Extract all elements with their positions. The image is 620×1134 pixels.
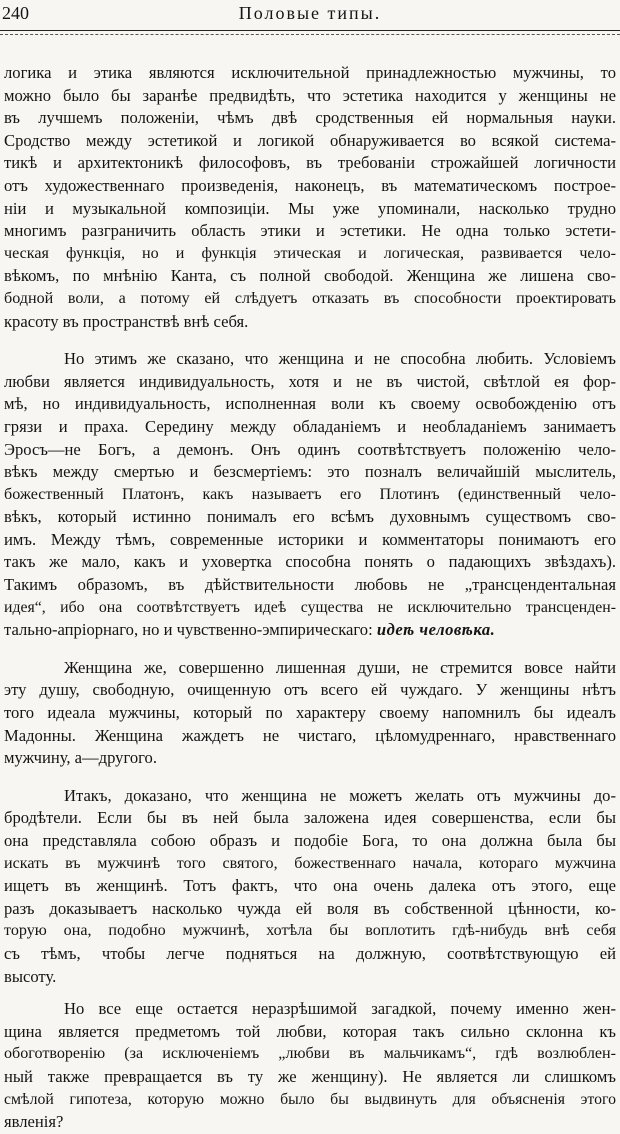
text-line: мужчину, а—другого. [4, 748, 157, 768]
text-line: ніи и музыкальной композиціи. Мы уже упоминали, насколько трудно [4, 198, 616, 218]
text-line: съ тѣмъ, чтобы легче подняться на должную, соотвѣтствующую ей [4, 943, 616, 963]
text-line: многимъ разграничить область этики и эстетики. Не одна только эстети- [4, 221, 616, 241]
text-line: отъ художественнаго произведенія, наконецъ, въ математическомъ построе- [4, 175, 616, 195]
text-line: вѣкъ между смертью и безсмертіемъ: это позналъ величайшій мыслитель, [4, 462, 616, 482]
text-line: Эросъ—не Богъ, а демонъ. Онъ одинъ соотвѣтствуетъ положенію чело- [4, 439, 616, 459]
text-line: того идеала мужчины, который по характеру своему напомнилъ бы идеалъ [4, 703, 616, 723]
text-line: вѣкомъ, по мнѣнію Канта, съ полной свободой. Женщина же лишена сво- [4, 266, 616, 286]
paragraph-3 [4, 657, 616, 770]
header-rule-dashed [0, 34, 620, 35]
text-line: Итакъ, доказано, что женщина не можетъ желать отъ мужчины до- [64, 785, 616, 805]
text-line: она представляла собою образъ и подобіе Бога, то она должна была бы [4, 831, 616, 850]
text-line: ный также превращается въ ту же женщину). Не является ли слишкомъ [4, 1066, 616, 1086]
text-line: вѣкъ, который истинно понималъ его всѣмъ духовнымъ существомъ сво- [4, 507, 616, 527]
text-line: явленія? [4, 1112, 64, 1132]
text-line [4, 619, 616, 642]
text-line: такъ же мало, какъ и уховертка способна понять о падающихъ звѣздахъ). [4, 552, 616, 572]
running-title: Половые типы. [238, 3, 382, 23]
text-line: Сродство между эстетикой и логикой обнаруживается во всякой система- [4, 130, 616, 150]
text-line: ищетъ въ женщинѣ. Тотъ фактъ, что она очень далека отъ этого, еще [4, 876, 616, 896]
text-line: красоту въ пространствѣ внѣ себя. [4, 311, 249, 331]
page-header [0, 2, 620, 26]
emphasized-phrase: идеѣ человѣка. [376, 620, 496, 640]
text-line: любви является индивидуальность, хотя и не въ чистой, свѣтлой ея фор- [4, 371, 616, 391]
text-line: мѣ, но индивидуальность, исполненная воли къ своему освобожденію отъ [4, 394, 616, 414]
text-line: смѣлой гипотеза, которую можно было бы выдвинуть для объясненія этого [4, 1090, 616, 1108]
text-line: логика и этика являются исключительной принадлежностью мужчины, то [4, 63, 616, 82]
text-line: въ лучшемъ положеніи, чѣмъ двѣ сродственныя ей нормальныя науки. [4, 108, 616, 128]
text-line: грязи и праха. Середину между обладаніемъ и необладаніемъ занимаетъ [4, 416, 616, 436]
text-line: бродѣтели. Если бы въ ней была заложена идея совершенства, если бы [4, 808, 616, 828]
text-line: Но все еще остается неразрѣшимой загадкой, почему именно жен- [64, 999, 616, 1019]
text-line: разъ доказываетъ насколько чужда ей воля въ собственной цѣнности, ко- [4, 898, 616, 918]
text-line: бодной воли, а потому ей слѣдуетъ отказать въ способности проектировать [4, 289, 616, 307]
text-line: высоту. [4, 966, 57, 986]
text-line: тикѣ и архитектоникѣ философовъ, въ требованіи строжайшей логичности [4, 153, 616, 173]
text-line: торую она, подобно мужчинѣ, хотѣла бы воплотить гдѣ-нибудь внѣ себя [4, 922, 616, 940]
paragraph-1 [4, 62, 616, 333]
text-line: щина является предметомъ той любви, которая такъ сильно склонна къ [4, 1021, 616, 1041]
paragraph-2 [4, 348, 616, 642]
text-line-plain: тально-апріорнаго, но и чувственно-эмпирическаго: [4, 620, 373, 640]
text-line: ческая функція, но и функція этическая и логическая, развивается чело- [4, 244, 616, 262]
text-line: Женщина же, совершенно лишенная души, не стремится вовсе найти [64, 657, 616, 677]
paragraph-5 [4, 998, 616, 1134]
text-line: Такимъ образомъ, въ дѣйствительности любовь не „трансцендентальная [4, 575, 616, 595]
text-line: Но этимъ же сказано, что женщина и не способна любить. Условіемъ [64, 349, 616, 369]
text-line: Мадонны. Женщина жаждетъ не чистаго, цѣломудреннаго, нравственнаго [4, 725, 616, 745]
text-line: идея“, ибо она соотвѣтствуетъ идеѣ существа не исключительно трансценден- [4, 598, 616, 616]
page-number: 240 [2, 3, 29, 23]
paragraph-4 [4, 785, 616, 988]
text-line: обоготворенію (за исключеніемъ „любви въ мальчикамъ“, гдѣ возлюблен- [4, 1045, 616, 1063]
text-line: божественный Платонъ, какъ называетъ его Плотинъ (единственный чело- [4, 485, 616, 503]
text-line: имъ. Между тѣмъ, современные историки и комментаторы понимаютъ его [4, 529, 616, 549]
body-text [4, 62, 616, 1134]
text-line: эту душу, свободную, очищенную отъ всего ей чуждаго. У женщины нѣтъ [4, 680, 616, 700]
text-line: искать въ мужчинѣ того святого, божественнаго начала, котораго мужчина [4, 854, 616, 872]
text-line: можно было бы заранѣе предвидѣть, что эстетика находится у женщины не [4, 85, 616, 105]
header-rule [0, 30, 620, 31]
